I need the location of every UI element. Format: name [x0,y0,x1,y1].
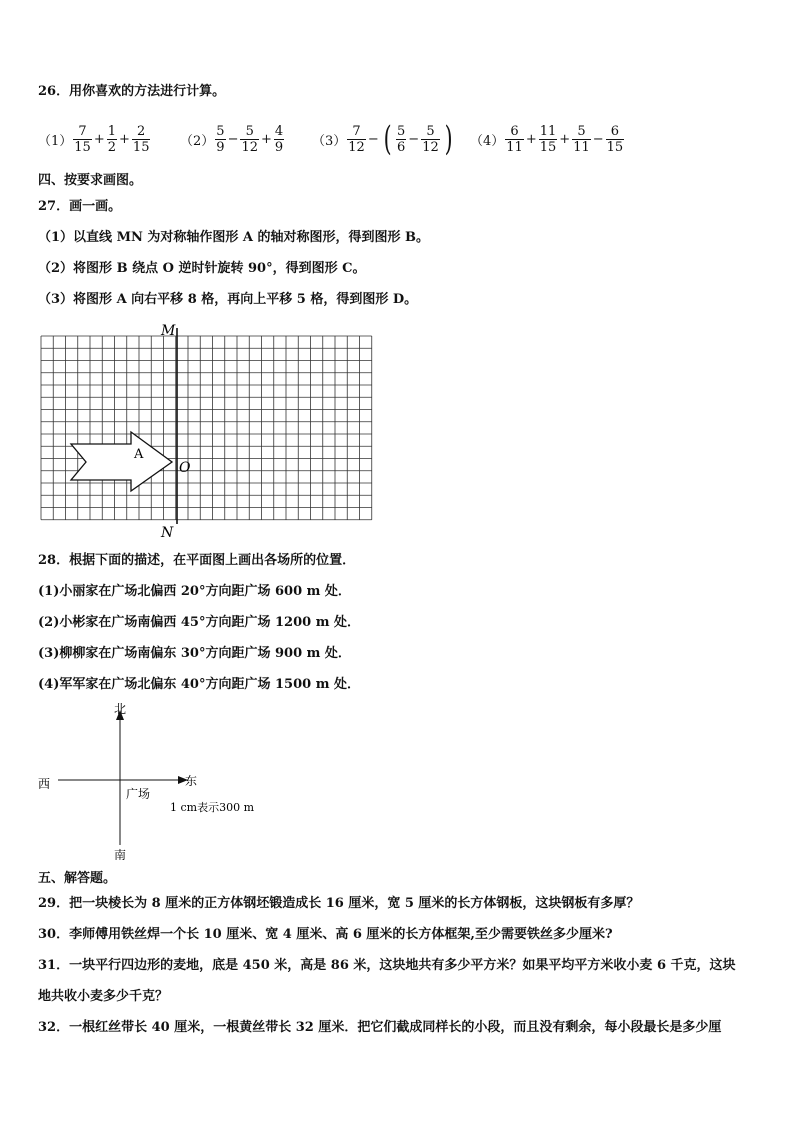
fraction: $\frac{5}{12}$ [422,123,439,155]
west-label: 西 [38,777,51,791]
center-label: 广场 [126,787,151,801]
operator: + [261,131,272,147]
expr-label: （2） [180,133,215,149]
fraction: $\frac{1}{2}$ [107,123,117,155]
fraction: $\frac{2}{15}$ [132,123,150,155]
q27-line-3: （3）将图形 A 向右平移 8 格，再向上平移 5 格，得到图形 D。 [38,292,418,307]
operator: − [592,131,604,147]
north-label: 北 [114,702,127,716]
q27-title: 27．画一画。 [38,199,122,214]
scale-label: 1 cm表示300 m [170,801,255,814]
section-4-title: 四、按要求画图。 [38,173,143,188]
q28-line-3: (3)柳柳家在广场南偏东 30°方向距广场 900 m 处． [38,646,351,661]
operator: − [408,131,420,147]
compass-figure [30,700,280,865]
q28-title: 28．根据下面的描述，在平面图上画出各场所的位置． [38,553,356,568]
fraction: $\frac{5}{6}$ [397,123,406,155]
expr-1 [38,116,151,162]
east-label: 东 [185,774,198,788]
shape-a [71,432,172,491]
operator: + [119,131,130,147]
q27-line-2: （2）将图形 B 绕点 O 逆时针旋转 90°，得到图形 C。 [38,261,366,276]
right-paren: ) [444,119,453,159]
section-5-title: 五、解答题。 [38,871,117,886]
fraction: $\frac{5}{12}$ [241,123,259,155]
label-n: N [161,525,174,540]
symmetry-grid-figure [38,318,383,540]
fraction: $\frac{5}{9}$ [216,123,225,155]
q32-text: 32．一根红丝带长 40 厘米，一根黄丝带长 32 厘米．把它们截成同样长的小段，而且没有剩余，每小段最长是多少厘 [38,1020,722,1035]
operator: − [367,131,379,147]
expr-3 [312,116,456,162]
q27-line-1: （1）以直线 MN 为对称轴作图形 A 的轴对称图形，得到图形 B。 [38,230,430,245]
label-o: O [179,460,191,476]
fraction: $\frac{6}{15}$ [606,123,624,155]
expr-4 [470,116,625,162]
expr-2 [180,116,285,162]
q31-line-2: 地共收小麦多少千克？ [38,989,169,1004]
label-m: M [161,323,176,339]
q28-line-1: (1)小丽家在广场北偏西 20°方向距广场 600 m 处． [38,584,351,599]
fraction: $\frac{4}{9}$ [274,123,284,155]
expr-label: （4） [470,133,505,149]
expr-label: （1） [38,133,73,149]
grid-lines [41,336,372,520]
fraction: $\frac{6}{11}$ [506,123,523,155]
fraction: $\frac{11}{15}$ [539,123,557,155]
operator: + [93,131,105,147]
operator: + [559,131,571,147]
fraction: $\frac{7}{15}$ [74,123,91,155]
q30-text: 30．李师傅用铁丝焊一个长 10 厘米、宽 4 厘米、高 6 厘米的长方体框架,至少需要铁丝多少厘米? [38,927,613,942]
q28-line-2: (2)小彬家在广场南偏西 45°方向距广场 1200 m 处． [38,615,360,630]
fraction: $\frac{7}{12}$ [348,123,365,155]
fraction: $\frac{5}{11}$ [573,123,590,155]
left-paren: ( [383,119,392,159]
expr-label: （3） [312,133,347,149]
operator: + [525,131,537,147]
q31-line-1: 31．一块平行四边形的麦地，底是 450 米，高是 86 米，这块地共有多少平方米？如果平均平方米收小麦 6 千克，这块 [38,958,736,973]
label-a: A [134,447,144,462]
operator: − [227,131,239,147]
q28-line-4: (4)军军家在广场北偏东 40°方向距广场 1500 m 处． [38,677,360,692]
q26-expressions [38,116,658,162]
south-label: 南 [114,848,127,862]
q26-title: 26．用你喜欢的方法进行计算。 [38,84,226,99]
q29-text: 29．把一块棱长为 8 厘米的正方体钢坯锻造成长 16 厘米，宽 5 厘米的长方体钢板，这块钢板有多厚？ [38,896,640,911]
